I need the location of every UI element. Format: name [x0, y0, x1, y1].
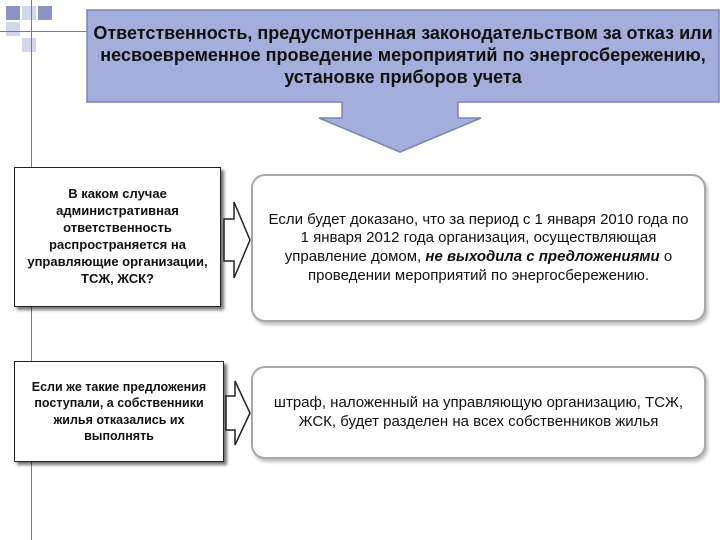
question-text-2: Если же такие предложения поступали, а собственники жилья отказались их выполнять	[31, 380, 207, 443]
answer-box-1	[251, 174, 706, 322]
answer-text-1-end: о проведении мероприятий по энергосбережению.	[307, 248, 673, 284]
question-box-1	[14, 167, 221, 307]
right-arrow-1	[222, 199, 252, 281]
question-text-1: В каком случае административная ответственность распространяется на управляющие организации, ТСЖ, ЖСК?	[27, 186, 208, 286]
question-box-2	[14, 361, 224, 462]
answer-text-2: штраф, наложенный на управляющую организацию, ТСЖ, ЖСК, будет разделен на всех собственников жилья	[273, 393, 684, 430]
answer-text-1-emphasis: не выходила с предложениями	[425, 248, 660, 265]
answer-text-1	[263, 211, 694, 286]
answer-text-1-start: Если будет доказано, что за период с 1 января 2010 года по 1 января 2012 года организация, осуществляющая управление домом,	[268, 210, 689, 265]
header-title: Ответственность, предусмотренная законодательством за отказ или несвоевременное проведение мероприятий по энергосбережению, установке приборов учета	[93, 23, 713, 87]
answer-box-2	[251, 366, 706, 459]
right-arrow-2	[224, 378, 252, 448]
